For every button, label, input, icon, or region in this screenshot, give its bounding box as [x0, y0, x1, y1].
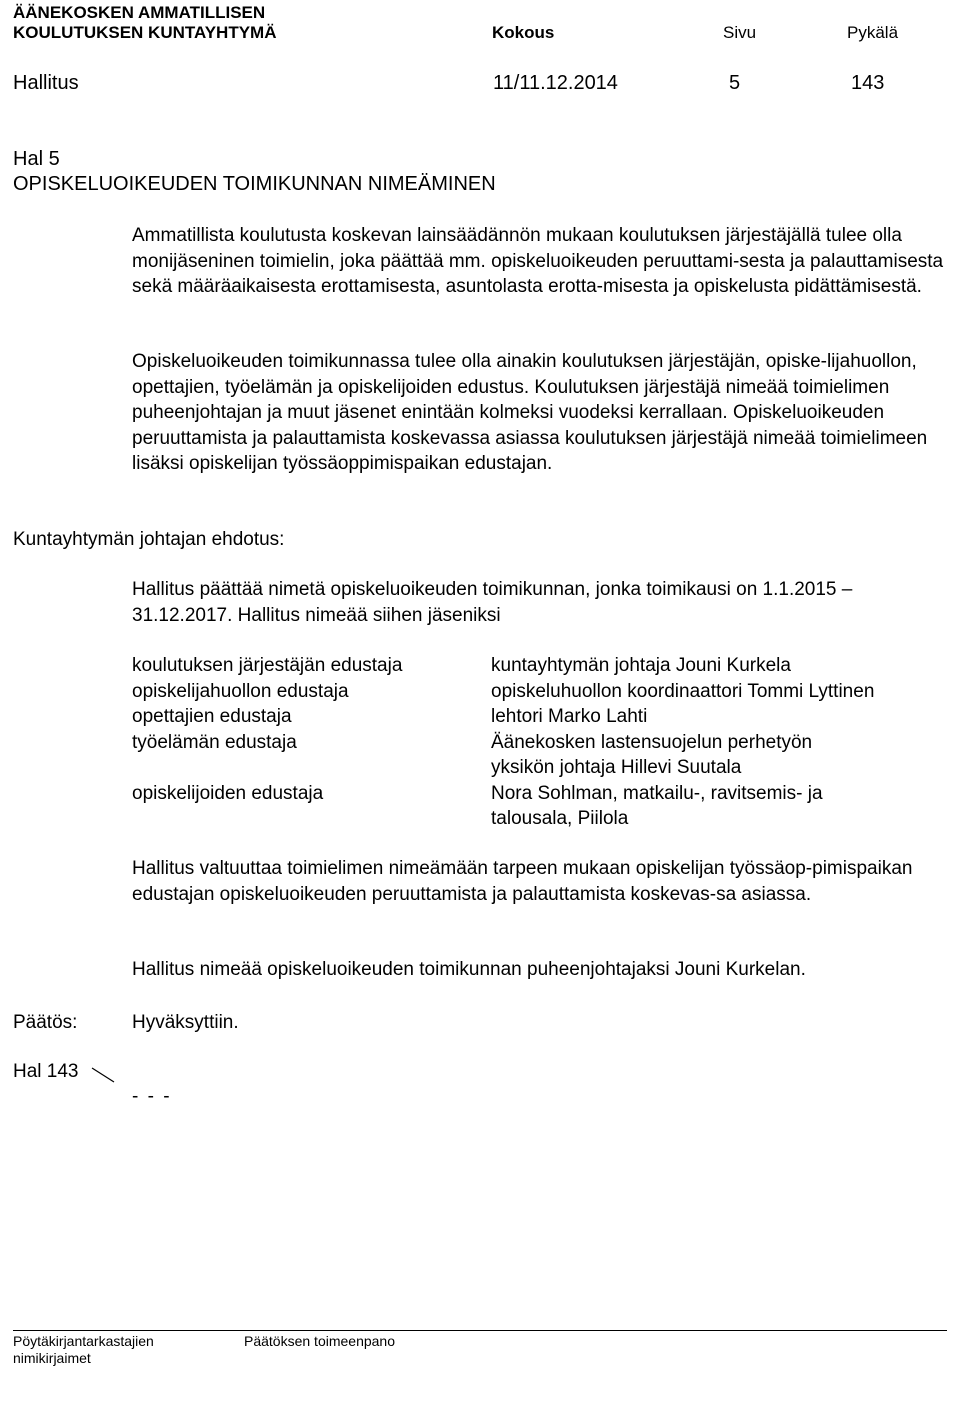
footer-initials-line1: Pöytäkirjantarkastajien [13, 1333, 154, 1349]
reference-bracket-icon [90, 1064, 116, 1084]
paragraph-legislation [132, 223, 944, 300]
member-name: yksikön johtaja Hillevi Suutala [491, 757, 742, 778]
member-role: opettajien edustaja [132, 706, 292, 727]
footer-implementation-label: Päätöksen toimeenpano [244, 1333, 395, 1349]
member-role: opiskelijahuollon edustaja [132, 680, 349, 702]
organization-name [13, 3, 277, 43]
decision-label: Päätös: [13, 1012, 78, 1033]
meta-body: Hallitus [13, 72, 79, 94]
header-page-label: Sivu [723, 23, 757, 42]
member-name: Nora Sohlman, matkailu-, ravitsemis- ja [491, 782, 823, 804]
organization-name-line2: KOULUTUKSEN KUNTAYHTYMÄ [13, 23, 277, 42]
meta-date: 11/11.12.2014 [493, 72, 618, 94]
member-name: lehtori Marko Lahti [491, 706, 648, 727]
meta-page-number: 5 [729, 72, 741, 94]
footer-initials-line2: nimikirjaimet [13, 1350, 91, 1366]
item-heading: OPISKELUOIKEUDEN TOIMIKUNNAN NIMEÄMINEN [13, 173, 496, 195]
member-role: opiskelijoiden edustaja [132, 782, 324, 804]
paragraph-text: Hallitus nimeää opiskeluoikeuden toimikunnan puheenjohtajaksi Jouni Kurkelan. [132, 959, 806, 980]
member-names-list [491, 653, 874, 832]
paragraph-text: Hallitus päättää nimetä opiskeluoikeuden toimikunnan, jonka toimikausi on 1.1.2015 – 31.12.2017. Hallitus nimeää siihen jäseniksi [132, 579, 853, 626]
member-name: talousala, Piilola [491, 808, 629, 829]
decision-text: Hyväksyttiin. [132, 1012, 239, 1033]
member-role-spacer [132, 755, 402, 781]
member-role: työelämän edustaja [132, 731, 297, 753]
footer-initials-label [13, 1333, 154, 1367]
paragraph-text: Opiskeluoikeuden toimikunnassa tulee olla ainakin koulutuksen järjestäjän, opiske-lijahuollon, opettajien, työelämän ja opiskelijoiden edustus. Koulutuksen järjestäjä nimeää toimielimen puheenjohtajan ja muut jäsenet enintään kolmeksi vuodeksi kerrallaan. Opiskeluoikeuden peruuttamista ja palauttamista koskevassa asiassa koulutuksen järjestäjä nimeää toimielimeen lisäksi opiskelijan työssäoppimispaikan edustajan. [132, 351, 928, 474]
item-number: Hal 5 [13, 148, 60, 170]
hal-reference-dashes: - - - [132, 1086, 172, 1107]
paragraph-text: Ammatillista koulutusta koskevan lainsäädännön mukaan koulutuksen järjestäjällä tulee olla monijäseninen toimielin, joka päättää mm. opiskeluoikeuden peruuttami-sesta ja palauttamisesta sekä määräaikaisesta erottamisesta, asuntolasta erotta-misesta ja opiskelusta pidättämisestä. [132, 225, 944, 297]
organization-name-line1: ÄÄNEKOSKEN AMMATILLISEN [13, 3, 266, 22]
member-name: kuntayhtymän johtaja Jouni Kurkela [491, 655, 791, 676]
paragraph-authorization [132, 856, 944, 907]
item-title [13, 147, 496, 197]
proposal-label: Kuntayhtymän johtajan ehdotus: [13, 529, 285, 550]
paragraph-composition [132, 349, 944, 477]
member-roles-list [132, 653, 402, 806]
paragraph-proposal [132, 577, 944, 628]
footer-divider [13, 1330, 947, 1331]
header-section-label: Pykälä [847, 23, 899, 42]
member-name: Äänekosken lastensuojelun perhetyön [491, 731, 813, 753]
hal-reference-label: Hal 143 [13, 1061, 79, 1082]
header-meeting-label: Kokous [492, 23, 555, 42]
meta-section-number: 143 [851, 72, 885, 94]
member-role: koulutuksen järjestäjän edustaja [132, 655, 403, 676]
member-name: opiskeluhuollon koordinaattori Tommi Lyttinen [491, 680, 875, 702]
paragraph-chair [132, 957, 944, 983]
paragraph-text: Hallitus valtuuttaa toimielimen nimeämään tarpeen mukaan opiskelijan työssäop-pimispaikan edustajan opiskeluoikeuden peruuttamista ja palauttamista koskevas-sa asiassa. [132, 858, 913, 905]
